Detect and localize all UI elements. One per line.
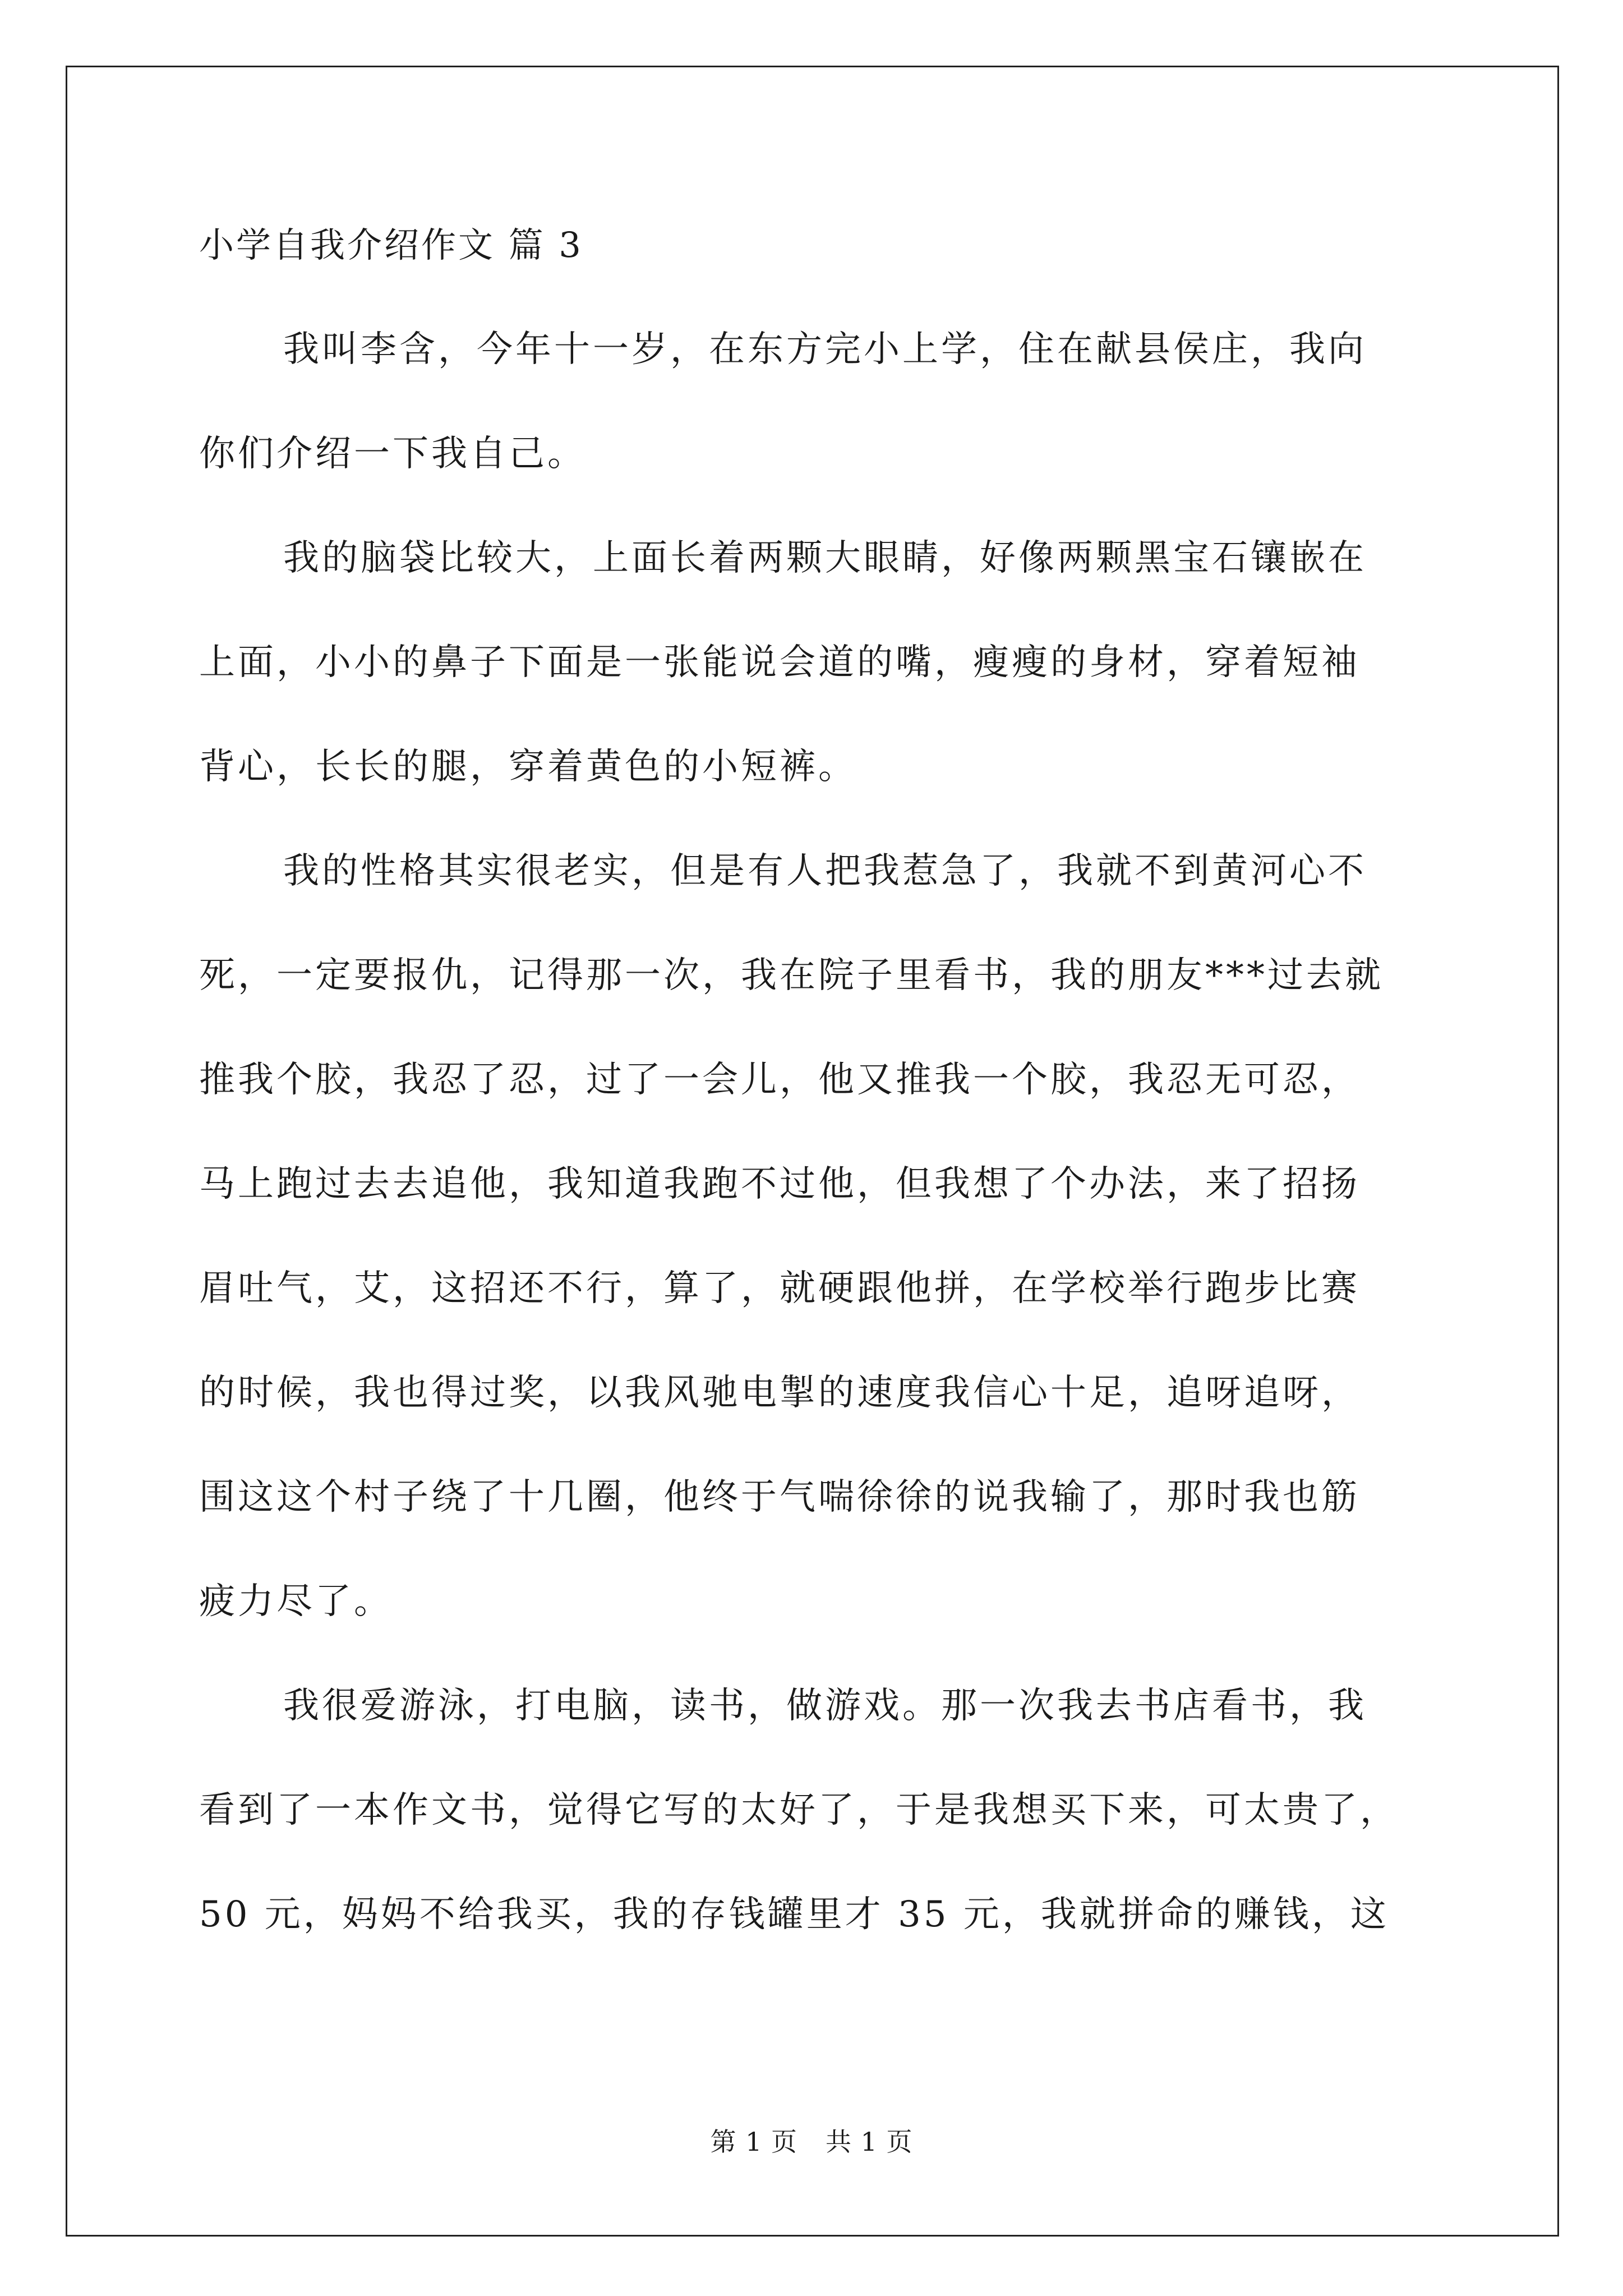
paragraph-line: 背心，长长的腿，穿着黄色的小短裤。: [199, 746, 857, 788]
paragraph-line: 上面，小小的鼻子下面是一张能说会道的嘴，瘦瘦的身材，穿着短袖: [199, 642, 1360, 683]
paragraph-1: [199, 297, 1455, 506]
paragraph-line: 我叫李含，今年十一岁，在东方完小上学，住在献县侯庄，我向: [283, 329, 1367, 370]
paragraph-2: [199, 506, 1455, 819]
paragraph-line: 围这这个村子绕了十几圈，他终于气喘徐徐的说我输了，那时我也筋: [199, 1476, 1360, 1518]
paragraph-line: 眉吐气，艾，这招还不行，算了，就硬跟他拼，在学校举行跑步比赛: [199, 1268, 1360, 1309]
paragraph-line: 死，一定要报仇，记得那一次，我在院子里看书，我的朋友***过去就: [199, 955, 1384, 996]
paragraph-line: 我很爱游泳，打电脑，读书，做游戏。那一次我去书店看书，我: [283, 1685, 1367, 1727]
document-body: [199, 224, 1455, 1967]
paragraph-line: 50 元，妈妈不给我买，我的存钱罐里才 35 元，我就拼命的赚钱，这: [199, 1894, 1389, 1935]
page-footer: [0, 2126, 1623, 2157]
document-title: 小学自我介绍作文 篇 3: [199, 224, 583, 265]
paragraph-line: 看到了一本作文书，觉得它写的太好了，于是我想买下来，可太贵了，: [199, 1789, 1399, 1831]
paragraph-line: 我的性格其实很老实，但是有人把我惹急了，我就不到黄河心不: [283, 850, 1367, 892]
paragraph-3: [199, 819, 1455, 1654]
paragraph-4: [199, 1654, 1455, 1967]
paragraph-line: 我的脑袋比较大，上面长着两颗大眼睛，好像两颗黑宝石镶嵌在: [283, 537, 1367, 579]
paragraph-line: 推我个胶，我忍了忍，过了一会儿，他又推我一个胶，我忍无可忍，: [199, 1059, 1360, 1101]
page-number: 第 1 页: [710, 2127, 797, 2157]
page-total: 共 1 页: [826, 2127, 913, 2157]
paragraph-line: 马上跑过去去追他，我知道我跑不过他，但我想了个办法，来了招扬: [199, 1163, 1360, 1205]
paragraph-line: 你们介绍一下我自己。: [199, 433, 586, 475]
paragraph-line: 的时候，我也得过奖，以我风驰电掣的速度我信心十足，追呀追呀，: [199, 1372, 1360, 1414]
paragraph-line: 疲力尽了。: [199, 1581, 393, 1622]
